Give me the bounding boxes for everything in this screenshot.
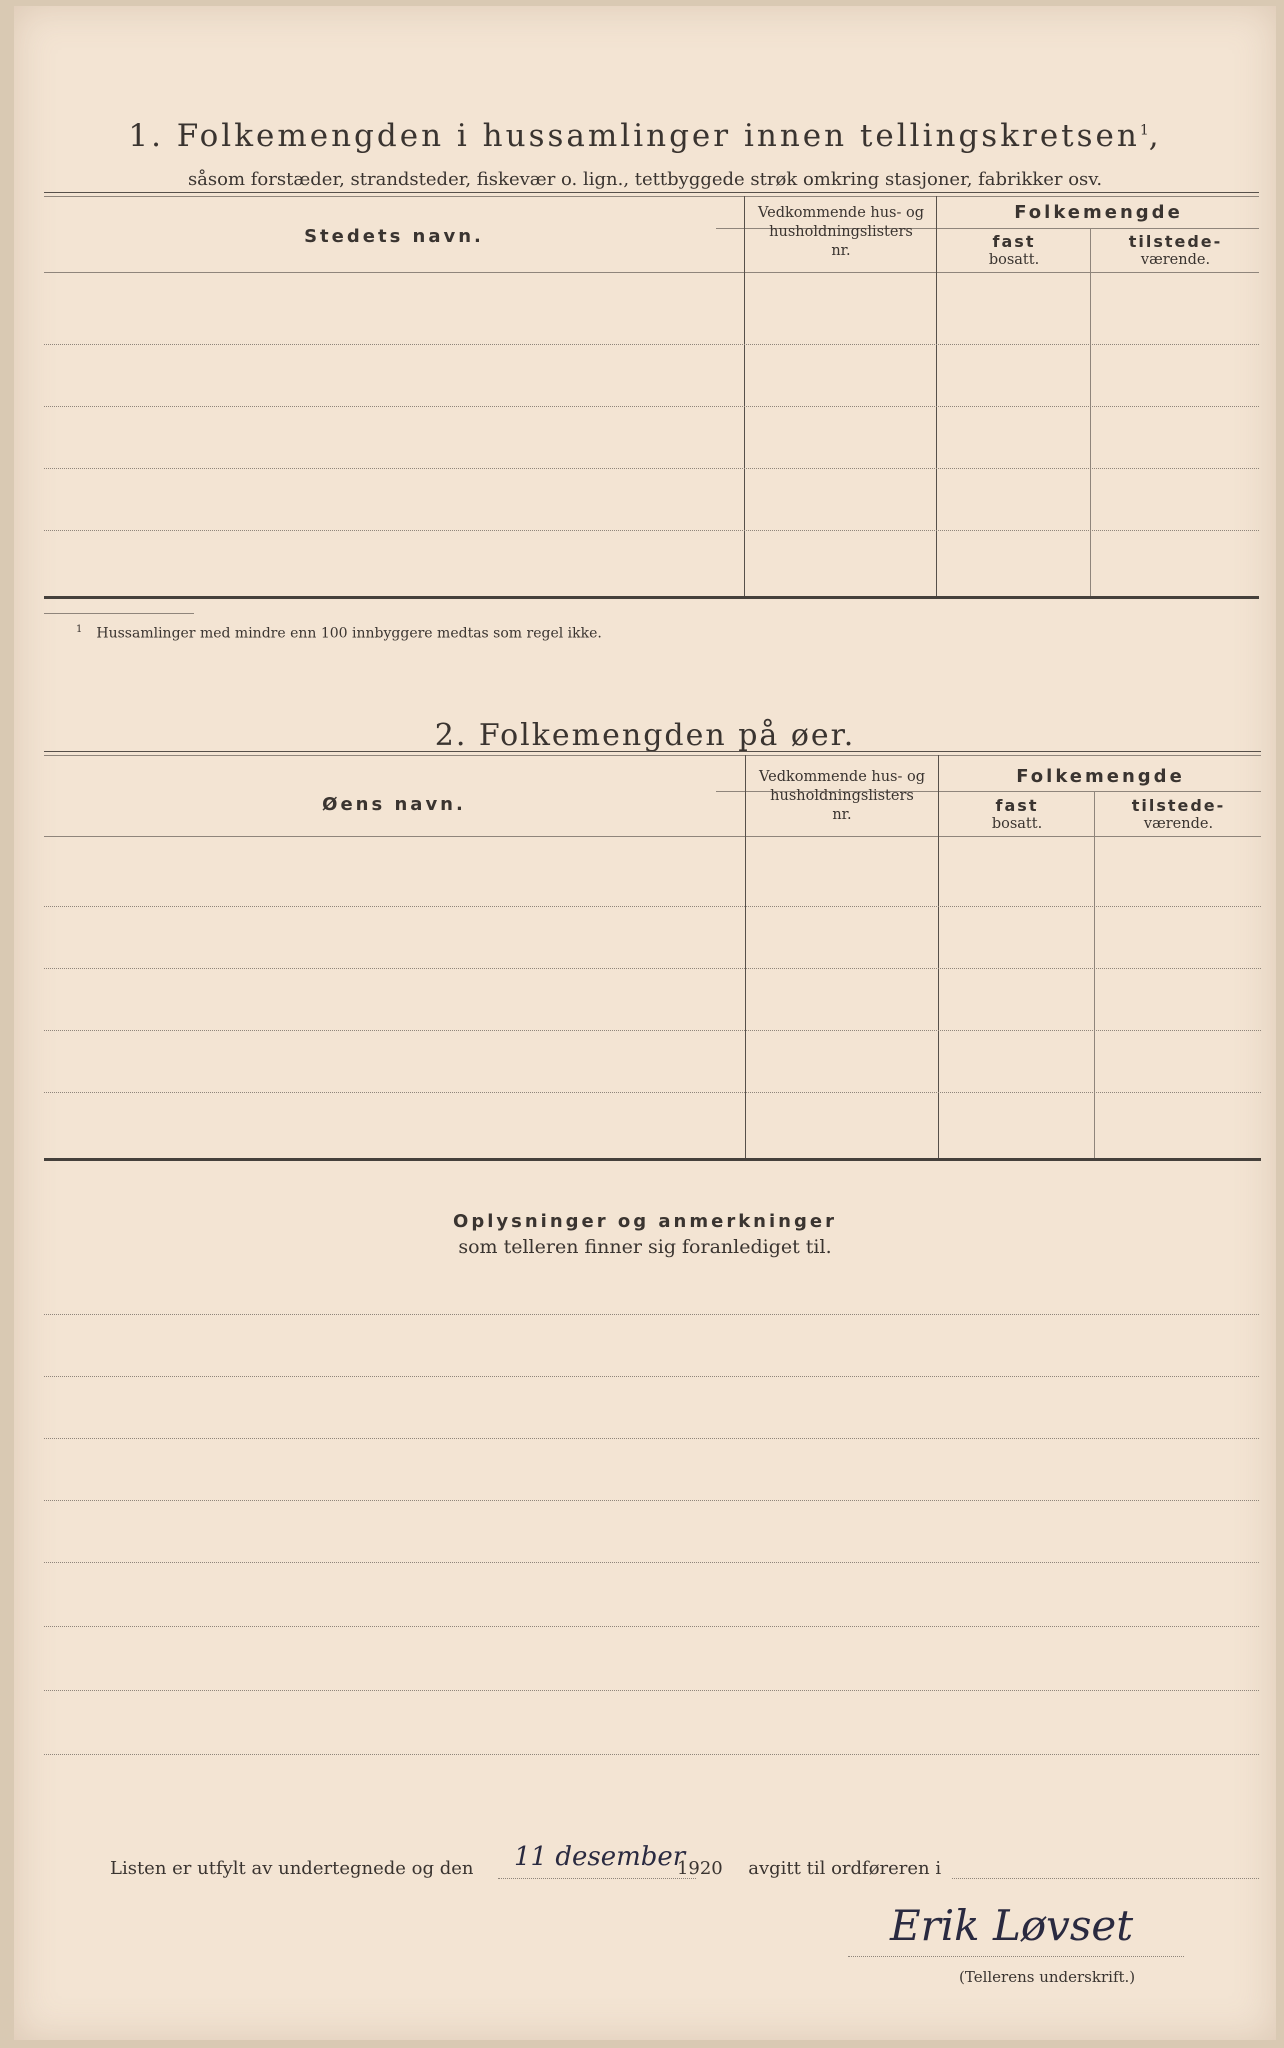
table2-col-tilstede: tilstede- (1131, 796, 1226, 815)
table1-row-line (44, 406, 1259, 407)
notes-line (44, 1438, 1259, 1439)
table1-col-tilstede: tilstede- (1128, 232, 1223, 251)
table2-col-divider-3 (1094, 791, 1095, 1161)
table2-row-line (44, 1030, 1261, 1031)
table1-col-list-line: Vedkommende hus- og (757, 205, 925, 221)
table1-col-tilstede-sub: værende. (1140, 252, 1211, 268)
notes-line (44, 1562, 1259, 1563)
section1-subtitle: såsom forstæder, strandsteder, fiskevær o. lign., tettbyggede strøk omkring stasjoner, fabrikker osv. (187, 169, 1103, 190)
section1-title (14, 118, 1276, 154)
table1-col-name: Stedets navn. (304, 226, 484, 247)
table1-col-list (746, 204, 936, 261)
notes-line (44, 1314, 1259, 1315)
table2-col-divider-1 (745, 755, 746, 1161)
handwritten-date: 11 desember (514, 1842, 686, 1872)
table2-col-fast-sub: bosatt. (991, 816, 1043, 832)
footnote-text: Hussamlinger med mindre enn 100 innbyggere medtas som regel ikke. (96, 625, 602, 642)
table2-col-name: Øens navn. (322, 794, 466, 815)
table1-row-line (44, 344, 1259, 345)
table2-row-line (44, 968, 1261, 969)
signature-text-after: avgitt til ordføreren i (748, 1858, 942, 1879)
table2-col-list-line: nr. (832, 807, 852, 823)
footnote-mark: 1 (76, 624, 83, 635)
table2-top-rule (44, 751, 1261, 752)
signature-line (848, 1956, 1184, 1957)
table1-col-divider-3 (1090, 228, 1091, 596)
table1-col-divider-1 (744, 196, 745, 596)
table2-col-group: Folkemengde (1016, 766, 1185, 787)
table1-row-line (44, 530, 1259, 531)
form-sheet (14, 6, 1276, 2040)
notes-line (44, 1376, 1259, 1377)
notes-heading: Oplysninger og anmerkninger (453, 1211, 837, 1232)
municipality-line (952, 1878, 1259, 1879)
table1-col-group: Folkemengde (1014, 202, 1183, 223)
table2-bottom-rule (44, 1158, 1261, 1161)
signature-text-before: Listen er utfylt av undertegnede og den (110, 1858, 474, 1879)
table1-row-line (44, 468, 1259, 469)
table1-header-rule (44, 272, 1259, 273)
table1-col-list-line: husholdningslisters (769, 224, 913, 240)
table2-col-tilstede-sub: værende. (1143, 816, 1214, 832)
table2-col-fast: fast (995, 796, 1039, 815)
table1-top-rule-inner (44, 196, 1259, 197)
footnote-rule (44, 613, 194, 614)
notes-line (44, 1690, 1259, 1691)
table1-bottom-rule (44, 596, 1259, 599)
table1-top-rule (44, 192, 1259, 193)
notes-line (44, 1754, 1259, 1755)
table2-col-list-line: Vedkommende hus- og (758, 769, 926, 785)
table2-row-line (44, 1092, 1261, 1093)
table1-col-fast: fast (992, 232, 1036, 251)
table2-row-line (44, 906, 1261, 907)
table2-col-divider-2 (938, 755, 939, 1161)
notes-subheading: som telleren finner sig foranlediget til. (458, 1236, 832, 1258)
date-line (498, 1878, 696, 1879)
section1-title-tail: , (1148, 118, 1162, 154)
table1-col-divider-2 (936, 196, 937, 596)
notes-line (44, 1626, 1259, 1627)
section1-title-text: 1. Folkemengden i hussamlinger innen tellingskretsen (128, 118, 1140, 154)
signature-year: 1920 (676, 1858, 723, 1879)
section2-title: 2. Folkemengden på øer. (434, 718, 856, 753)
handwritten-signature: Erik Løvset (890, 1901, 1134, 1950)
table2-header-rule (44, 836, 1261, 837)
table2-col-list-line: husholdningslisters (770, 788, 914, 804)
footnote (76, 624, 602, 642)
section1-title-footnote-mark: 1 (1139, 122, 1149, 139)
notes-line (44, 1500, 1259, 1501)
table2-col-list (747, 768, 937, 825)
signature-label: (Tellerens underskrift.) (959, 1968, 1136, 1986)
table2-top-rule-inner (44, 755, 1261, 756)
table1-col-list-line: nr. (831, 243, 851, 259)
table1-col-fast-sub: bosatt. (988, 252, 1040, 268)
